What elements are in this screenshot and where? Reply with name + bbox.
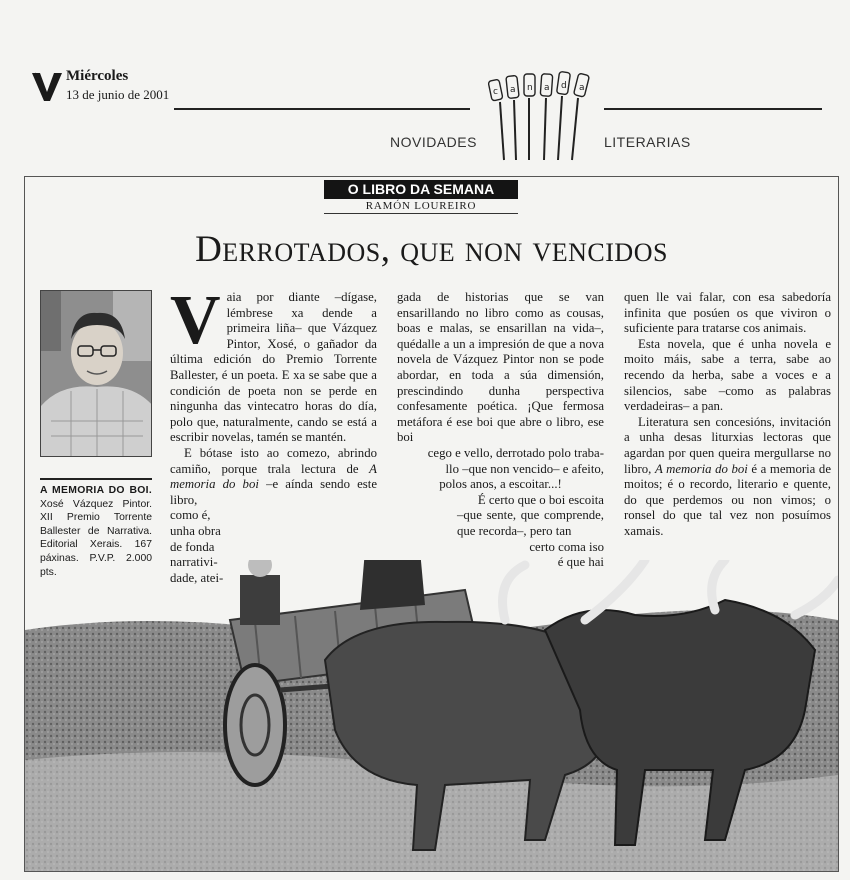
- book-title-ref-2: A memoria do boi: [654, 461, 748, 476]
- col1-paragraph-2b: –e aínda sendo este libro,: [170, 477, 378, 507]
- svg-text:n: n: [527, 83, 533, 93]
- book-title-ref-1: A memoria do boi: [170, 461, 377, 492]
- col2-paragraph-1: gada de historias que se van ensarillando no libro como as cousas, boas e malas, se ensarillan na vida–, quédalle a un a impresión de que a nova novela de Vázquez Pintor non se pode abordar, en toda a súa dimensión, prescindindo dunha perspectiva confesamente poética. ¡Que fermosa metáfora é ese boi que abre o libro, ese boi: [397, 290, 604, 445]
- col3-paragraph-3b: é a memoria de moitos; é o recordo, literario e quente, do que perdemos ou non vimos; o ronsel do que tal vez non posuímos xamais.: [624, 461, 831, 538]
- col1-tail: [170, 508, 260, 586]
- header-rule-right: [604, 108, 822, 110]
- svg-text:a: a: [510, 85, 516, 95]
- svg-text:a: a: [579, 83, 585, 93]
- svg-text:d: d: [561, 81, 567, 91]
- svg-text:c: c: [493, 87, 498, 97]
- byline: RAMÓN LOUREIRO: [324, 200, 518, 214]
- col2-paragraph-2a: É certo que o boi escoita: [477, 492, 604, 507]
- col3-paragraph-2: Esta novela, que é unha novela e moito máis, sabe a terra, sabe ao recendo da herba, sabe a voces e a silencios, sabe –como as palabras verdadeiras– a pan.: [624, 336, 831, 414]
- col1-tail-1: como é,: [170, 508, 211, 523]
- col1-paragraph-1: aia por diante –dígase, lémbrese xa dende a primeira liña– que Vázquez Pintor, Xosé, o gañador da última edición do Premio Torrente Ballester, é un poeta. E xa se sabe que a condición de poeta non se perde en ningunha das vintecatro horas do día, polo que, naturalmente, cando se está a escribir novelas, tamén se mantén.: [170, 290, 377, 445]
- issue-date: 13 de junio de 2001: [66, 87, 170, 102]
- col3-paragraph-1: quen lle vai falar, con esa sabedoría infinita que posúen os que viviron o suficiente para tratarse cos animais.: [624, 290, 831, 336]
- section-label-right: LITERARIAS: [604, 134, 691, 150]
- caption-rule: [40, 478, 152, 480]
- col1-tail-2: unha obra: [170, 523, 221, 538]
- column-3: [624, 290, 831, 540]
- col2-paragraph-2c: certo coma iso: [529, 539, 604, 554]
- col2-paragraph-2b: –que sente, que comprende, que recorda–, pero tan: [457, 508, 604, 538]
- col2-paragraph-1c: llo –que non vencido– e afeito,: [445, 461, 604, 476]
- ox-cart-illustration: [25, 560, 838, 871]
- author-portrait: [40, 290, 152, 457]
- caption-title: A MEMORIA DO BOI.: [40, 485, 152, 496]
- column-1: [170, 282, 378, 586]
- section-label-left: NOVIDADES: [390, 134, 477, 150]
- col1-tail-4: narrativi-: [170, 555, 218, 570]
- newspaper-logo-icon: [30, 70, 64, 104]
- weekday: Miércoles: [66, 68, 129, 84]
- col1-tail-5: dade, atei-: [170, 570, 224, 585]
- col2-paragraph-1d: polos anos, a escoitar...!: [439, 477, 562, 492]
- col2-paragraph-1b: cego e vello, derrotado polo traba-: [427, 445, 604, 460]
- drop-cap: V: [170, 282, 221, 359]
- headline: Derrotados, que non vencidos: [195, 229, 668, 270]
- col1-paragraph-2a: E bótase isto ao comezo, abrindo camiño, porque trala lectura de: [170, 445, 377, 476]
- col2-paragraph-2d: é que hai: [557, 555, 604, 570]
- column-2: [397, 290, 604, 571]
- caption-text: Xosé Vázquez Pintor. XII Premio Torrente Ballester de Narrativa. Editorial Xerais. 167 páxinas. P.V.P. 2.000 pts.: [40, 498, 152, 578]
- portrait-illustration: [41, 291, 152, 457]
- svg-text:a: a: [544, 83, 550, 93]
- col3-paragraph-3a: Literatura sen concesións, invitación a unha desas liturxias lectoras que agardan por quen queira mergullarse no libro,: [624, 414, 831, 476]
- kicker: O LIBRO DA SEMANA: [324, 180, 518, 199]
- paintbrush-letters-icon: [486, 68, 604, 164]
- col1-tail-3: de fonda: [170, 539, 215, 554]
- header-rule-left: [174, 108, 470, 110]
